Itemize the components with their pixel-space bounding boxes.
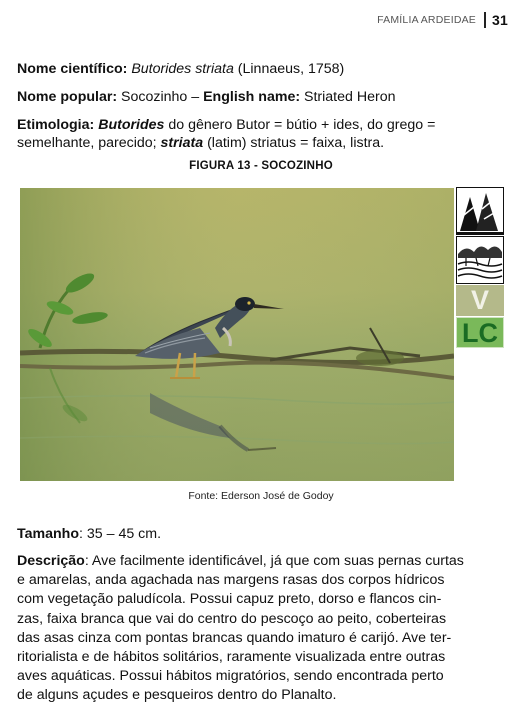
description-line-6: ritorialista e de hábitos solitários, raramente visualizada entre outras — [17, 649, 446, 666]
running-header — [377, 12, 508, 28]
etymology-species: striata — [160, 135, 204, 151]
description-line-3: com vegetação paludícola. Possui capuz preto, dorso e flancos cin- — [17, 591, 442, 608]
etymology-species-text: (latim) striatus = faixa, listra. — [203, 135, 385, 151]
page-number: 31 — [492, 12, 508, 28]
etymology-line-1 — [17, 117, 502, 134]
etymology-label: Etimologia: — [17, 117, 95, 133]
size-value: : 35 – 45 cm. — [79, 526, 162, 542]
photo-credit: Fonte: Ederson José de Godoy — [188, 490, 334, 502]
etymology-genus-text: do gênero Butor = bútio + ides, do grego = — [164, 117, 436, 133]
description-label: Descrição — [17, 553, 85, 569]
description-line-1 — [17, 552, 507, 571]
popular-name-line — [17, 89, 502, 106]
popular-name-label: Nome popular: — [17, 89, 118, 105]
description-line-2: e amarelas, anda agachada nas margens rasas dos corpos hídricos — [17, 572, 445, 589]
wetland-habitat-icon — [456, 236, 504, 284]
scientific-name: Butorides striata — [131, 61, 234, 77]
popular-name: Socozinho – — [117, 89, 204, 105]
english-name: Striated Heron — [300, 89, 396, 105]
scientific-author: (Linnaeus, 1758) — [233, 61, 345, 77]
status-v-icon: V — [456, 285, 504, 316]
scientific-name-line — [17, 61, 502, 78]
description-paragraph — [17, 552, 507, 706]
description-line-4: zas, faixa branca que vai do centro do pescoço ao peito, coberteiras — [17, 610, 447, 627]
icon-strip — [456, 187, 504, 349]
etymology-genus: Butorides — [98, 117, 165, 133]
scientific-name-label: Nome científico: — [17, 61, 128, 77]
family-title: FAMÍLIA ARDEIDAE — [377, 14, 477, 26]
header-divider — [484, 12, 486, 28]
etymology-line-2 — [17, 135, 502, 152]
heron-photo — [20, 188, 454, 481]
status-lc-icon: LC — [456, 317, 504, 348]
size-label: Tamanho — [17, 526, 80, 542]
etymology-line2-start: semelhante, parecido; — [17, 135, 161, 151]
description-line-7: aves aquáticas. Possui hábitos migratórios, sendo encontrada perto — [17, 668, 444, 685]
description-text: : Ave facilmente identificável, já que com suas pernas curtas — [84, 553, 464, 569]
english-name-label: English name: — [203, 89, 301, 105]
figure-caption: FIGURA 13 - SOCOZINHO — [189, 160, 333, 172]
heron-photo-illustration — [20, 188, 454, 481]
description-line-8: de alguns açudes e pesqueiros dentro do Planalto. — [17, 687, 337, 704]
description-line-5: das asas cinza com pontas brancas quando imaturo é carijó. Ave ter- — [17, 629, 452, 646]
forest-habitat-icon — [456, 187, 504, 235]
size-line — [17, 526, 502, 543]
